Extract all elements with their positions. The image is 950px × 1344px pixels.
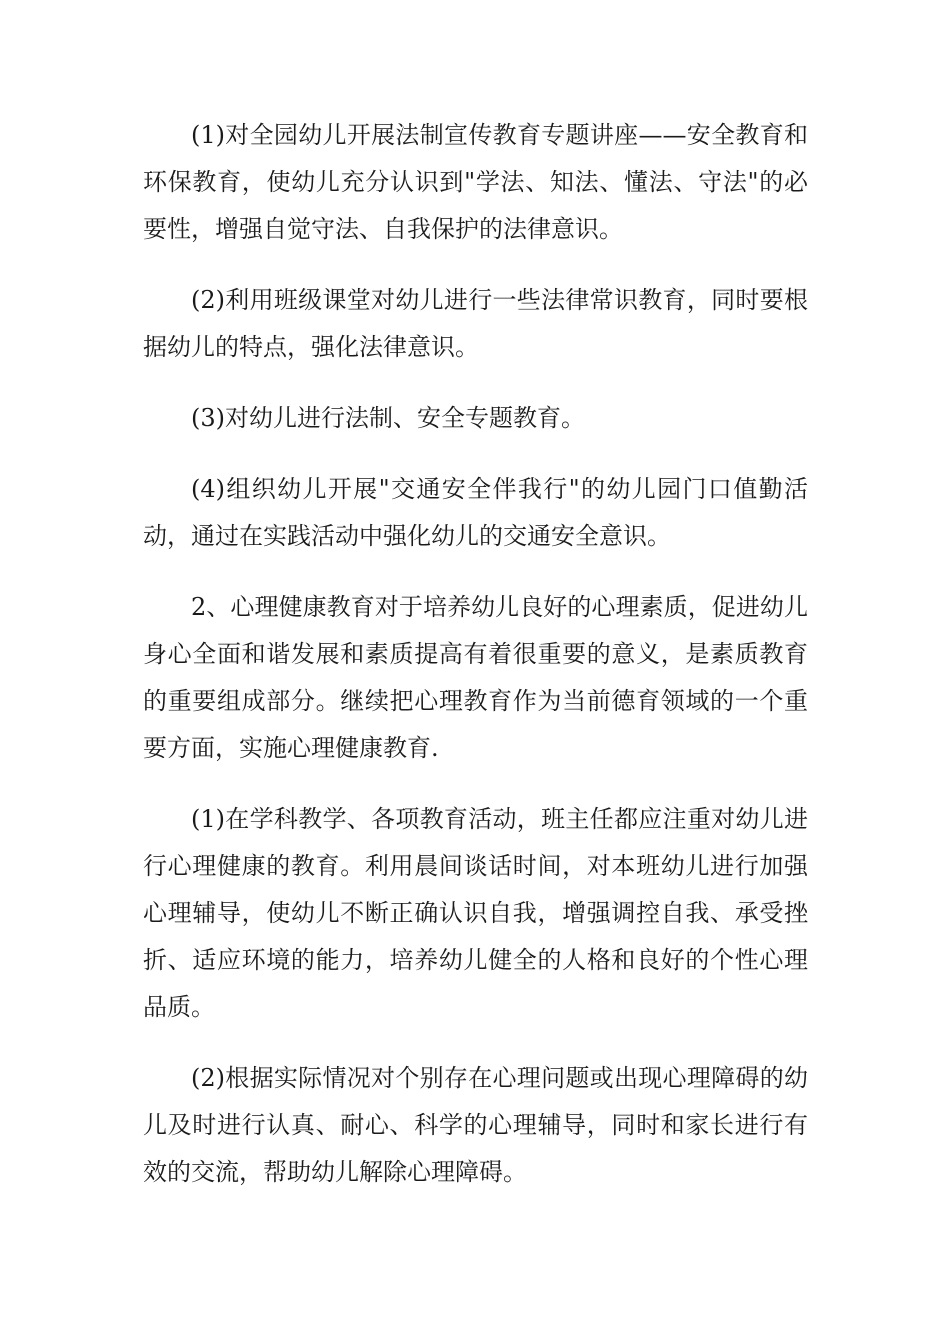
paragraph-law-lecture: (1)对全园幼儿开展法制宣传教育专题讲座——安全教育和环保教育，使幼儿充分认识到"学法、知法、懂法、守法"的必要性，增强自觉守法、自我保护的法律意识。 bbox=[143, 121, 808, 243]
paragraph-mental-health-intro: 2、心理健康教育对于培养幼儿良好的心理素质，促进幼儿身心全面和谐发展和素质提高有着很重要的意义，是素质教育的重要组成部分。继续把心理教育作为当前德育领域的一个重要方面，实施心理健康教育. bbox=[143, 593, 808, 762]
paragraph-class-legal-education: (2)利用班级课堂对幼儿进行一些法律常识教育，同时要根据幼儿的特点，强化法律意识。 bbox=[143, 286, 808, 361]
paragraph-traffic-duty: (4)组织幼儿开展"交通安全伴我行"的幼儿园门口值勤活动，通过在实践活动中强化幼儿的交通安全意识。 bbox=[143, 475, 808, 550]
paragraph-mental-health-teaching: (1)在学科教学、各项教育活动，班主任都应注重对幼儿进行心理健康的教育。利用晨间谈话时间，对本班幼儿进行加强心理辅导，使幼儿不断正确认识自我，增强调控自我、承受挫折、适应环境的能力，培养幼儿健全的人格和良好的个性心理品质。 bbox=[143, 805, 808, 1021]
paragraph-counseling: (2)根据实际情况对个别存在心理问题或出现心理障碍的幼儿及时进行认真、耐心、科学的心理辅导，同时和家长进行有效的交流，帮助幼儿解除心理障碍。 bbox=[143, 1064, 808, 1186]
paragraph-safety-education: (3)对幼儿进行法制、安全专题教育。 bbox=[191, 404, 585, 432]
document-body bbox=[143, 112, 808, 1220]
